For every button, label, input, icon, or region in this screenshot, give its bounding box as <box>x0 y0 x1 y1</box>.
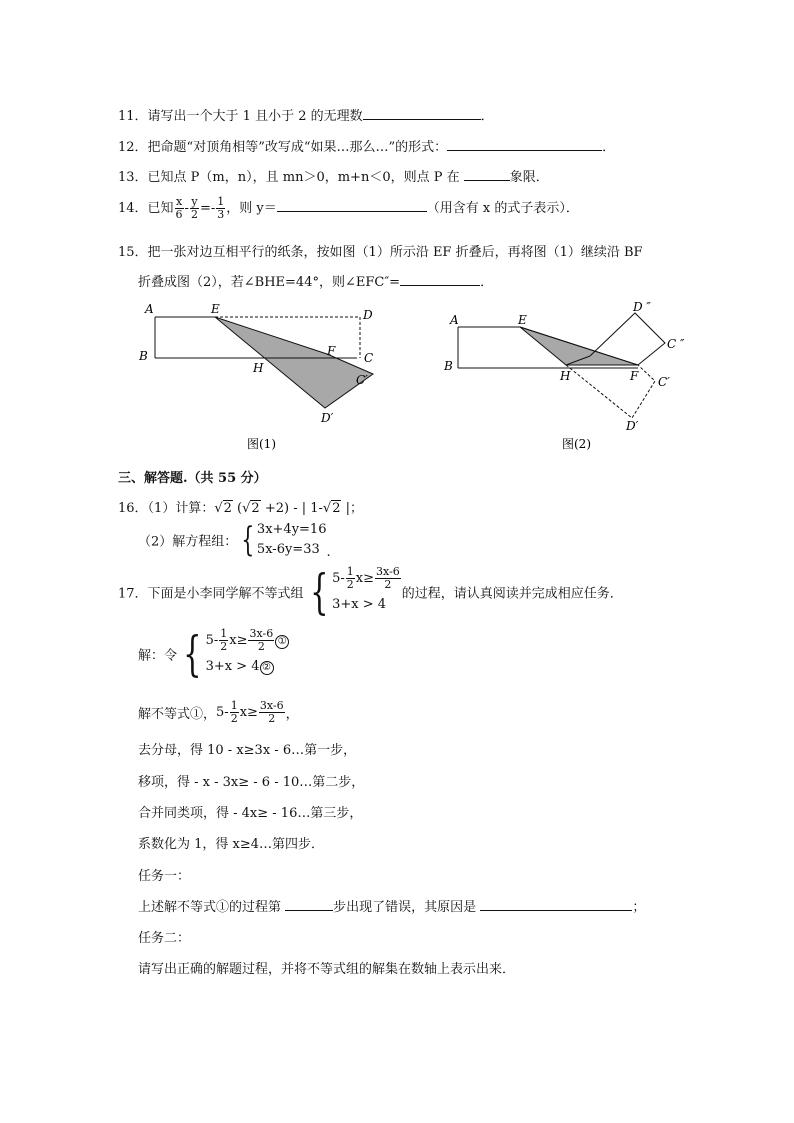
question-16-part2 <box>138 520 331 560</box>
fig1-label-D1: D′ <box>321 411 334 425</box>
task1-step-blank[interactable] <box>285 897 333 911</box>
question-11 <box>118 105 494 124</box>
q16-p1-mid: ( <box>237 501 243 516</box>
task1-reason-blank[interactable] <box>480 897 632 911</box>
question-17 <box>118 566 623 618</box>
q16-p1-pre: 16．（1）计算： <box>118 501 215 516</box>
q16-sqrt3: 2 <box>332 501 341 516</box>
q17-pre: 17．下面是小李同学解不等式组 <box>118 586 304 602</box>
circle-2-icon: ② <box>260 661 274 675</box>
fig1-shaded-region <box>215 317 373 408</box>
q14-eq: =- <box>199 201 216 216</box>
solution-step3: 合并同类项，得 - 4x≥ - 16…第三步， <box>138 806 363 821</box>
solution-step4: 系数化为 1，得 x≥4…第四步． <box>138 837 325 852</box>
q14-post: （用含有 x 的式子表示）． <box>426 201 579 216</box>
q14-minus: - <box>184 201 189 216</box>
fig2-label-C2: C ″ <box>667 337 685 351</box>
section-3-heading: 三、解答题.（共 55 分） <box>118 471 267 486</box>
q14-frac-y2: $\frac{y}{2}$ <box>190 195 198 221</box>
task2-heading: 任务二： <box>138 931 191 946</box>
q16-sqrt2: 2 <box>251 501 260 516</box>
q16-eq1: 3x+4y=16 <box>256 522 327 537</box>
task2-text: 请写出正确的解题过程，并将不等式组的解集在数轴上表示出来． <box>138 962 516 977</box>
fig1-label-A: A <box>145 302 154 316</box>
q13-end: 象限． <box>509 170 549 185</box>
fig1-label-C1: C′ <box>356 373 368 387</box>
sqrt-sign: √ <box>242 501 251 516</box>
brace: { <box>241 520 255 560</box>
fig2-caption: 图(2) <box>562 437 591 451</box>
figure-1 <box>135 298 385 458</box>
figure-2 <box>440 298 700 458</box>
q16-p1-end: |； <box>341 501 363 516</box>
question-15-line1: 15．把一张对边互相平行的纸条，按如图（1）所示沿 EF 折叠后，再将图（1）继续沿 BF <box>118 245 643 260</box>
q16-equation-system <box>257 520 327 560</box>
task1-line <box>138 896 645 915</box>
q14-mid: ，则 y＝ <box>226 201 277 216</box>
sol-step0: 解不等式①， <box>138 707 217 722</box>
fig2-label-D1: D′ <box>626 419 639 433</box>
fig1-caption: 图(1) <box>247 437 276 451</box>
task1-heading: 任务一： <box>138 869 191 884</box>
question-12 <box>118 136 615 155</box>
solution-step1: 去分母，得 10 - x≥3x - 6…第一步， <box>138 743 357 758</box>
solution-system <box>138 628 289 680</box>
q14-frac-x6: $\frac{x}{6}$ <box>175 195 183 221</box>
sol-inequality-system: 5- $\frac{1}{2}$ x≥ $\frac{3x-6}{2}$ ① 3+x > 4 ② <box>206 628 290 680</box>
solution-step2: 移项，得 - x - 3x≥ - 6 - 10…第二步， <box>138 775 365 790</box>
fig2-label-E: E <box>518 313 527 327</box>
q13-text: 13．已知点 P（m，n），且 mn＞0，m+n＜0，则点 P 在 <box>118 170 460 185</box>
sqrt-sign: √ <box>214 501 223 516</box>
question-15-line2 <box>138 271 493 290</box>
q15-end: ． <box>480 275 494 290</box>
fig2-label-H: H <box>560 369 571 383</box>
q12-text: 12．把命题“对顶角相等”改写成“如果…那么…”的形式： <box>118 140 448 155</box>
q15-line2-text: 折叠成图（2），若∠BHE=44°，则∠EFC″= <box>138 275 401 290</box>
circle-1-icon: ① <box>275 635 289 649</box>
task1-mid: 步出现了错误，其原因是 <box>333 900 477 915</box>
brace: { <box>309 564 328 620</box>
q12-answer-blank[interactable] <box>447 137 602 151</box>
fig1-label-B: B <box>139 349 148 363</box>
fig2-label-B: B <box>444 359 453 373</box>
fig2-label-D2: D ″ <box>633 300 651 314</box>
fig2-label-A: A <box>450 313 459 327</box>
task1-end: ； <box>632 900 646 915</box>
fig2-label-F: F <box>630 369 639 383</box>
task1-text: 上述解不等式①的过程第 <box>138 900 282 915</box>
q14-answer-blank[interactable] <box>277 198 427 212</box>
q17-post: 的过程，请认真阅读并完成相应任务． <box>401 586 623 602</box>
q15-answer-blank[interactable] <box>400 272 480 286</box>
q14-pre: 14．已知 <box>118 201 174 216</box>
q16-p1-rest: +2) - | 1- <box>260 501 323 516</box>
q12-end: ． <box>602 140 616 155</box>
question-14 <box>118 196 579 221</box>
q16-sqrt1: 2 <box>223 501 232 516</box>
q11-text: 11．请写出一个大于 1 且小于 2 的无理数 <box>118 109 363 124</box>
q16-p2-end: . <box>326 545 331 560</box>
fig2-label-C1: C′ <box>658 375 670 389</box>
q14-frac-13: $\frac{1}{3}$ <box>217 195 225 221</box>
fig1-label-D: D <box>363 308 373 322</box>
brace: { <box>183 626 202 682</box>
fig1-label-C: C <box>364 351 374 365</box>
question-13 <box>118 166 549 185</box>
sqrt-sign: √ <box>322 501 332 516</box>
q11-end: ． <box>480 109 494 124</box>
q16-p2-pre: （2）解方程组： <box>138 534 238 550</box>
q16-eq2: 5x-6y=33 <box>256 542 320 557</box>
solution-step0: 解不等式①，5- $\frac{1}{2}$ x≥ $\frac{3x-6}{2}$ ， <box>138 699 299 725</box>
fig1-label-E: E <box>211 302 220 316</box>
sol-intro: 解：令 <box>138 648 178 664</box>
question-16-part1 <box>118 497 363 516</box>
q13-answer-blank[interactable] <box>464 167 510 181</box>
fig1-label-H: H <box>253 361 264 375</box>
q17-inequality-system: 5- $\frac{1}{2}$ x≥ $\frac{3x-6}{2}$ 3+x > 4 <box>332 565 400 612</box>
q11-answer-blank[interactable] <box>363 106 481 120</box>
fig1-label-F: F <box>327 344 336 358</box>
